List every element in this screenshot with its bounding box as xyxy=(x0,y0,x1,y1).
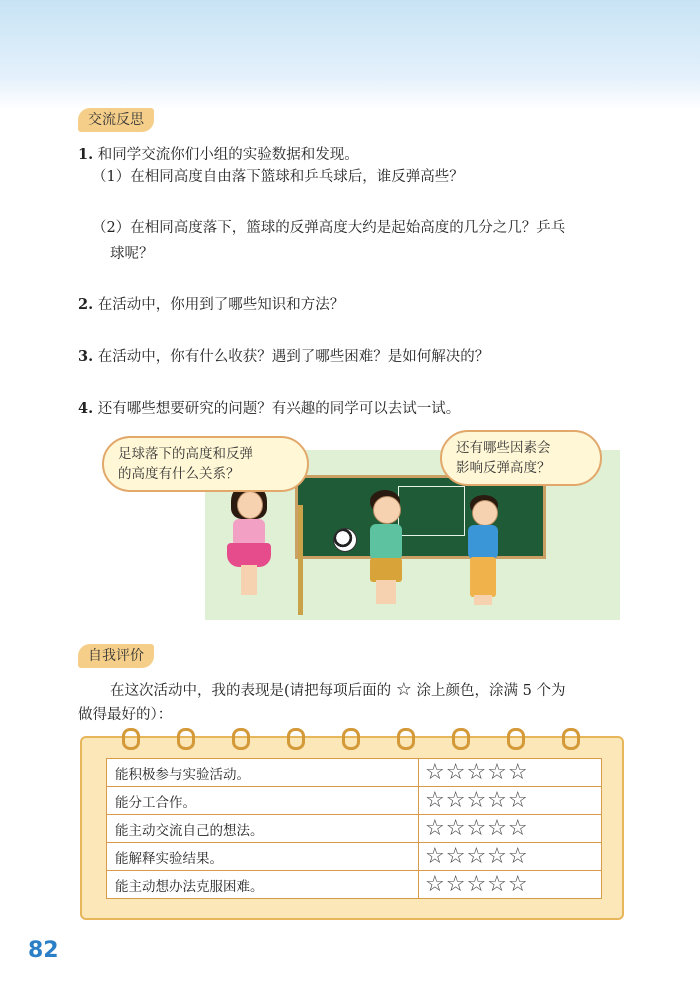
question-number: 1. xyxy=(78,146,94,163)
bubble-text-line: 足球落下的高度和反弹 xyxy=(118,446,253,462)
question-1 xyxy=(78,143,359,164)
star-rating[interactable]: ☆☆☆☆☆ xyxy=(419,871,602,899)
instruction-line-1 xyxy=(110,679,565,700)
question-text: 在活动中，你用到了哪些知识和方法？ xyxy=(97,297,345,313)
star-rating[interactable]: ☆☆☆☆☆ xyxy=(419,759,602,787)
bubble-text-line: 的高度有什么关系？ xyxy=(118,466,240,482)
question-text: 和同学交流你们小组的实验数据和发现。 xyxy=(97,147,359,163)
soccer-ball-icon xyxy=(333,528,357,552)
question-1-2 xyxy=(92,216,565,237)
question-1-2-cont: 球呢？ xyxy=(110,246,154,262)
question-number: 2. xyxy=(78,296,94,313)
star-rating[interactable]: ☆☆☆☆☆ xyxy=(419,787,602,815)
instruction-text: 在这次活动中，我的表现是(请把每项后面的 xyxy=(110,683,392,699)
question-4 xyxy=(78,397,460,418)
question-text: 在相同高度自由落下篮球和乒乓球后，谁反弹高些？ xyxy=(130,169,464,185)
table-row xyxy=(107,871,602,899)
section-tag-self-eval: 自我评价 xyxy=(78,644,154,668)
question-number: 3. xyxy=(78,348,94,365)
evaluation-card xyxy=(80,736,624,920)
table-row xyxy=(107,787,602,815)
star-rating[interactable]: ☆☆☆☆☆ xyxy=(419,815,602,843)
speech-bubble-left xyxy=(102,436,309,492)
table-row xyxy=(107,759,602,787)
header-band xyxy=(0,0,700,110)
sub-number: （2） xyxy=(92,220,131,236)
measuring-pole xyxy=(298,505,303,615)
question-number: 4. xyxy=(78,400,94,417)
question-text: 在活动中，你有什么收获？遇到了哪些困难？是如何解决的？ xyxy=(97,349,490,365)
question-1-1 xyxy=(92,165,464,186)
illustration xyxy=(80,420,620,620)
blackboard xyxy=(295,475,546,559)
eval-item: 能分工合作。 xyxy=(107,787,419,815)
board-table xyxy=(398,486,465,536)
question-3 xyxy=(78,345,489,366)
table-row xyxy=(107,815,602,843)
question-text: 在相同高度落下，篮球的反弹高度大约是起始高度的几分之几？乒乓 xyxy=(130,220,566,236)
bubble-text-line: 还有哪些因素会 xyxy=(456,440,551,456)
instruction-text: 涂上颜色，涂满 5 个为 xyxy=(416,683,566,699)
speech-bubble-right xyxy=(440,430,602,486)
eval-item: 能解释实验结果。 xyxy=(107,843,419,871)
question-2 xyxy=(78,293,344,314)
eval-item: 能主动交流自己的想法。 xyxy=(107,815,419,843)
bubble-text-line: 影响反弹高度？ xyxy=(456,460,551,476)
sub-number: （1） xyxy=(92,169,131,185)
evaluation-table xyxy=(106,758,602,899)
star-icon: ☆ xyxy=(395,679,412,700)
table-row xyxy=(107,843,602,871)
question-text: 还有哪些想要研究的问题？有兴趣的同学可以去试一试。 xyxy=(97,401,461,417)
section-tag-discussion: 交流反思 xyxy=(78,108,154,132)
eval-item: 能积极参与实验活动。 xyxy=(107,759,419,787)
eval-item: 能主动想办法克服困难。 xyxy=(107,871,419,899)
binder-rings xyxy=(82,728,622,748)
star-rating[interactable]: ☆☆☆☆☆ xyxy=(419,843,602,871)
instruction-line-2: 做得最好的）： xyxy=(78,707,173,723)
page-number: 82 xyxy=(28,938,59,963)
